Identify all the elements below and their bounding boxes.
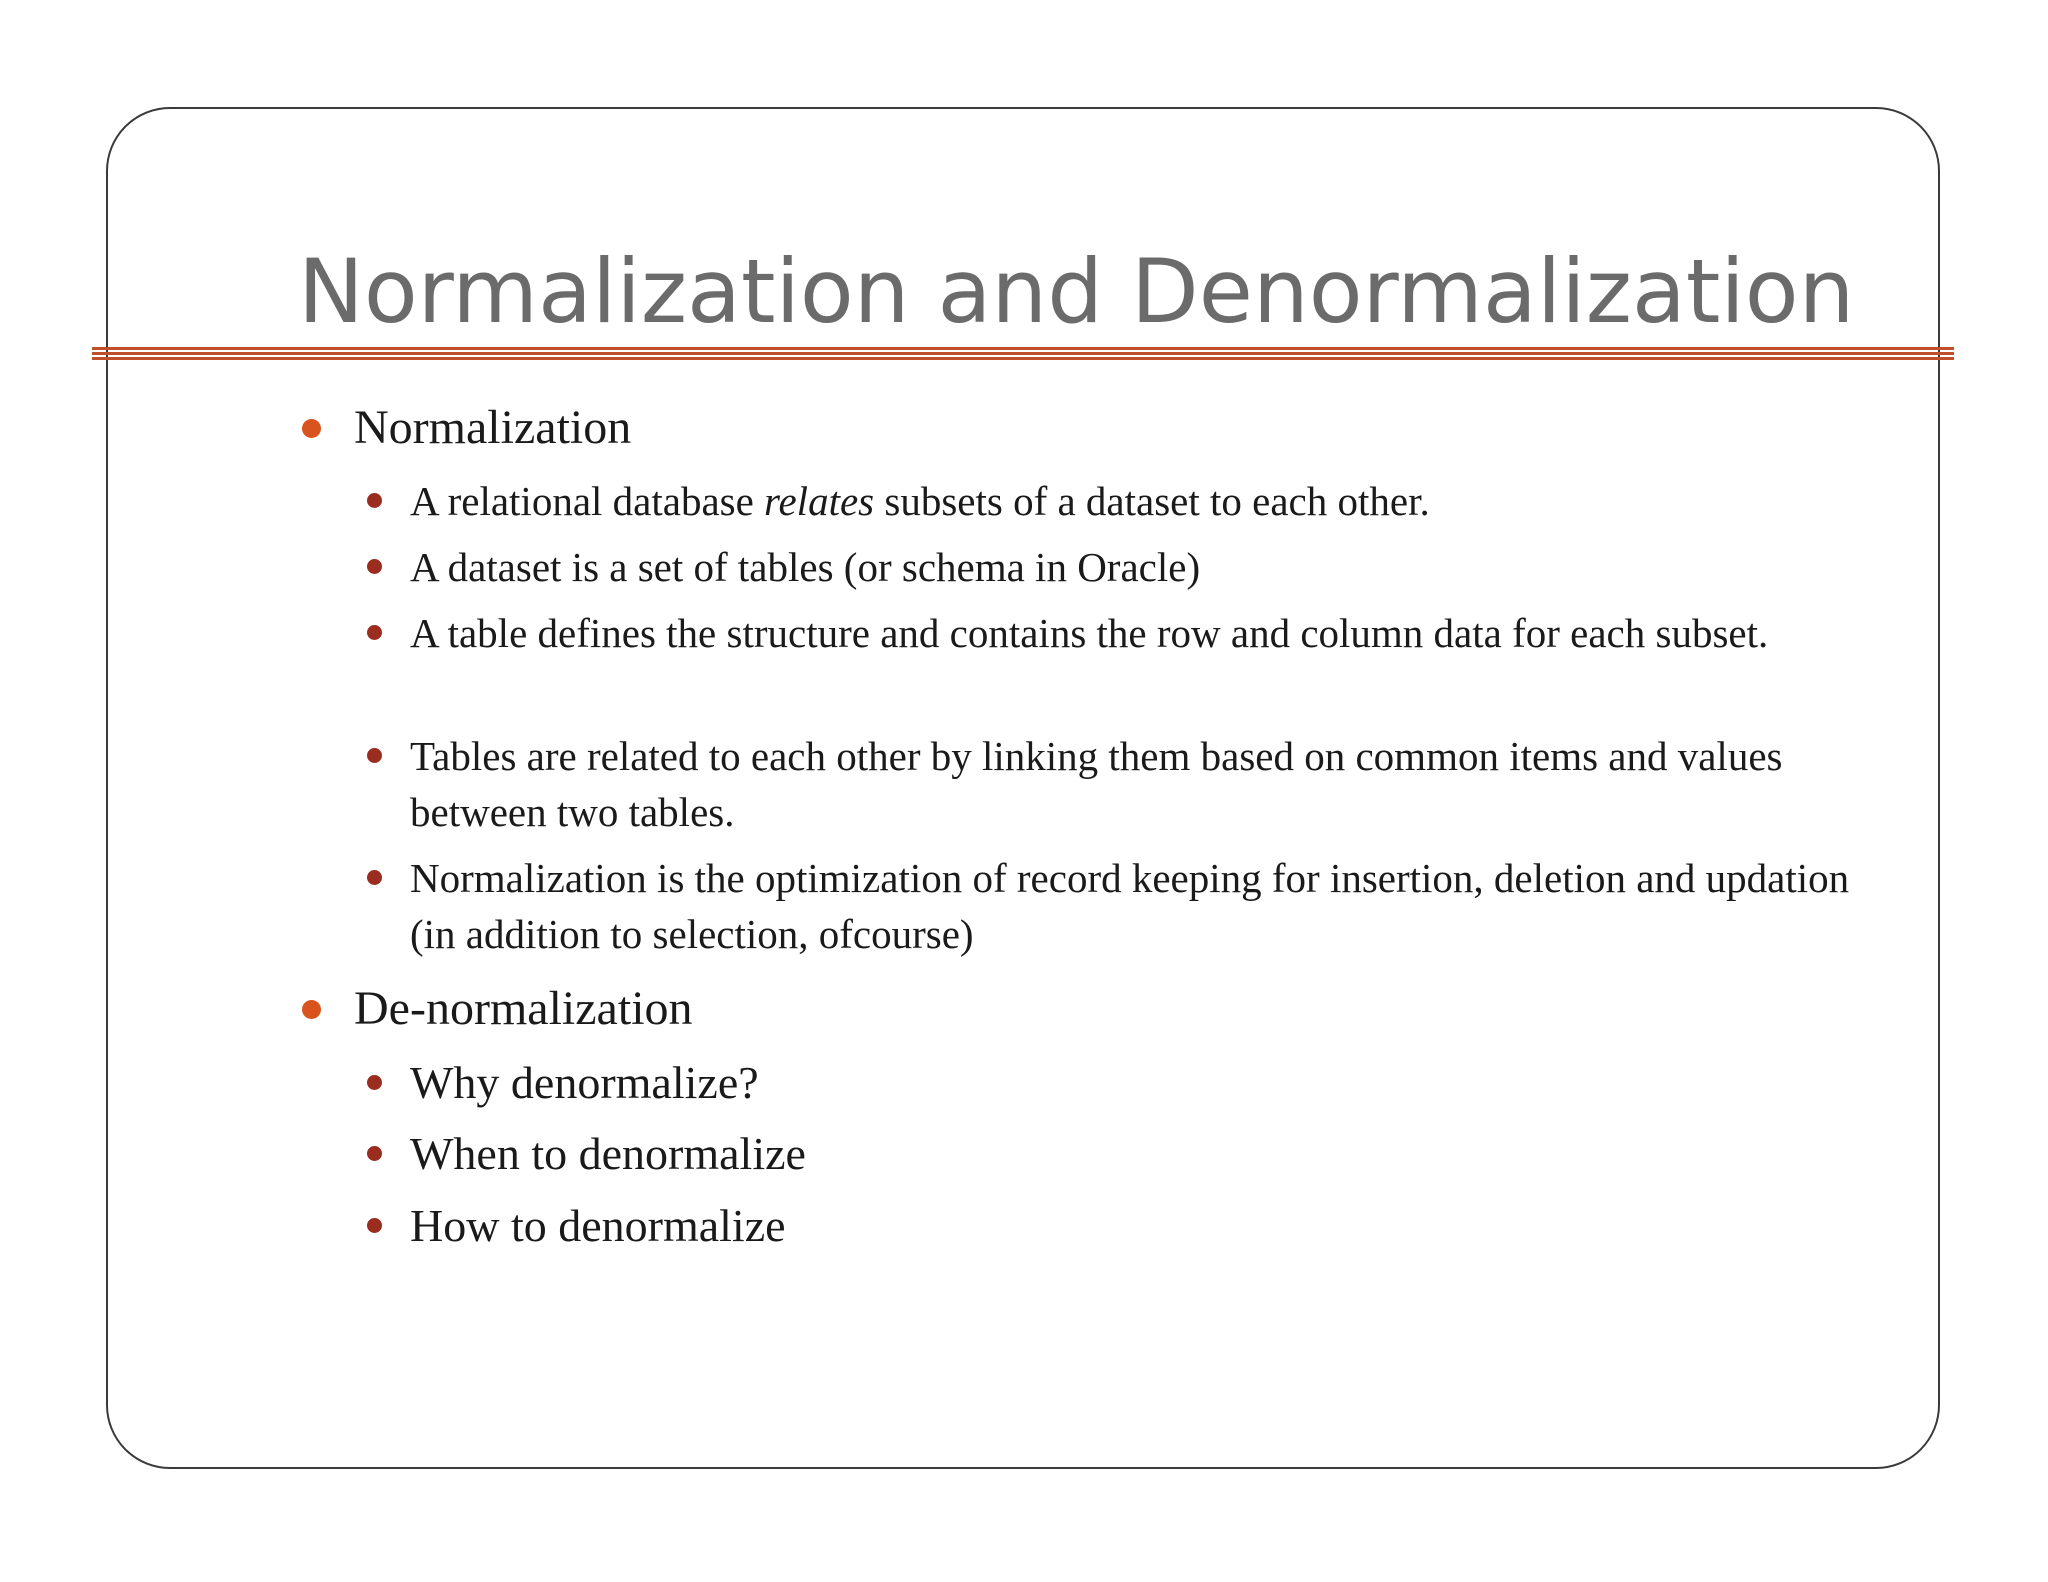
slide-title: Normalization and Denormalization [298, 240, 1855, 343]
list-item: How to denormalize [410, 1200, 786, 1251]
list-item: Normalization is the optimization of record keeping for insertion, deletion and updation (in addition to selection, ofcourse) [410, 855, 1850, 957]
bullet-dot-icon [367, 748, 382, 763]
bullet-dot-icon [367, 625, 382, 640]
bullet-dot-icon [367, 1075, 382, 1090]
bullet-dot-icon [367, 493, 382, 508]
bullet-dot-icon [302, 1000, 321, 1019]
bullet-dot-icon [367, 559, 382, 574]
list-item: A table defines the structure and contains the row and column data for each subset. [410, 610, 1769, 656]
list-item: Tables are related to each other by linking them based on common items and values between two tables. [410, 733, 1783, 835]
list-item: When to denormalize [410, 1128, 806, 1179]
list-item [410, 473, 1870, 529]
list-item-text: A relational database [410, 478, 765, 524]
list-item: Why denormalize? [410, 1057, 759, 1108]
bullet-dot-icon [367, 1218, 382, 1233]
list-item: A dataset is a set of tables (or schema in Oracle) [410, 544, 1201, 590]
emphasis-text: relates [764, 478, 875, 524]
section-heading-denormalization: De-normalization [354, 982, 693, 1035]
list-item-text: subsets of a dataset to each other. [874, 478, 1430, 524]
bullet-dot-icon [302, 419, 321, 438]
bullet-dot-icon [367, 1146, 382, 1161]
section-heading-normalization: Normalization [354, 401, 632, 454]
bullet-dot-icon [367, 870, 382, 885]
